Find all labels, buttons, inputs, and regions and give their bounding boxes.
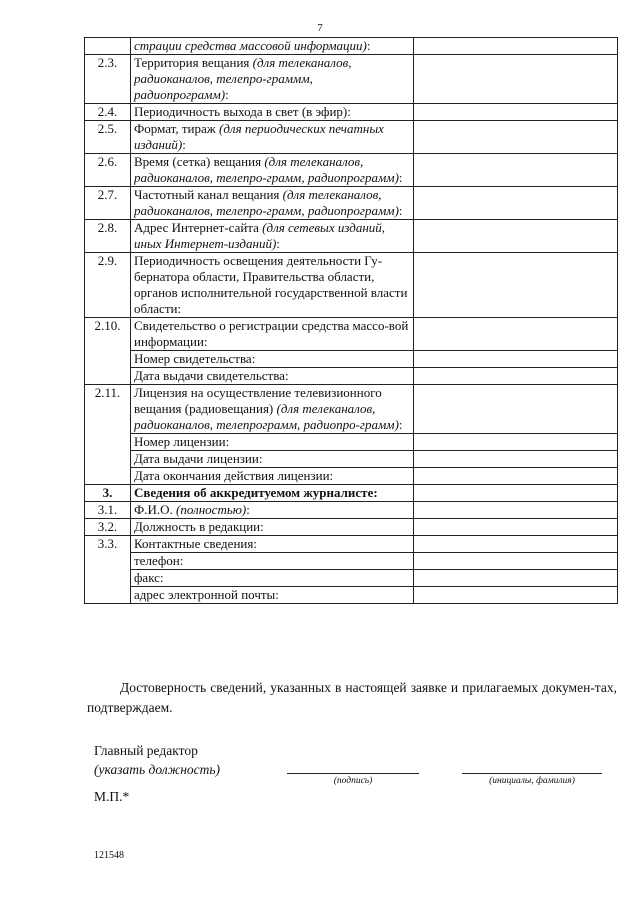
item-number: 3.3. [85,536,131,604]
section-title: Сведения об аккредитуемом журналисте: [131,485,414,502]
table-row [85,318,618,351]
desc-fragment: : [398,417,403,432]
item-description [131,55,414,104]
value-field[interactable] [414,318,618,351]
value-field[interactable] [414,451,618,468]
value-field[interactable] [414,570,618,587]
editor-position-note: (указать должность) [94,762,221,777]
value-field[interactable] [414,536,618,553]
item-description [131,502,414,519]
table-row [85,154,618,187]
name-caption: (инициалы, фамилия) [489,776,575,786]
item-description [131,121,414,154]
table-row [85,351,618,368]
desc-fragment: Адрес Интернет-сайта [134,220,263,235]
value-field[interactable] [414,385,618,434]
value-field[interactable] [414,154,618,187]
value-field[interactable] [414,519,618,536]
desc-fragment: Периодичность выхода в свет (в эфир): [134,104,351,119]
value-field[interactable] [414,434,618,451]
desc-fragment: Частотный канал вещания [134,187,283,202]
item-description [131,154,414,187]
value-field[interactable] [414,485,618,502]
item-description [131,220,414,253]
item-description: Свидетельство о регистрации средства массо-вой информации: [131,318,414,351]
table-row [85,38,618,55]
desc-fragment: : [225,87,229,102]
desc-fragment: : [366,38,371,53]
table-row [85,434,618,451]
desc-fragment: : [398,203,403,218]
value-field[interactable] [414,368,618,385]
value-field[interactable] [414,55,618,104]
value-field[interactable] [414,587,618,604]
table-row [85,587,618,604]
item-description [131,38,414,55]
desc-fragment: (для телеканалов, радиоканалов, телепро-грамм, радиопрограмм) [134,187,399,218]
item-number: 2.11. [85,385,131,485]
table-row [85,55,618,104]
sub-item-label: Номер свидетельства: [131,351,414,368]
item-number [85,38,131,55]
desc-fragment: Время (сетка) вещания [134,154,265,169]
item-number: 2.7. [85,187,131,220]
desc-fragment: : [398,170,403,185]
sub-item-label: Дата окончания действия лицензии: [131,468,414,485]
desc-fragment: Территория вещания [134,55,253,70]
desc-fragment: : [246,502,250,517]
page-number: 7 [317,22,323,34]
section-number: 3. [85,485,131,502]
item-description [131,385,414,434]
item-number: 2.6. [85,154,131,187]
seal-mark: М.П.* [94,789,130,804]
table-row [85,536,618,553]
desc-fragment: страции средства массовой информации) [134,38,367,53]
table-row [85,121,618,154]
desc-fragment: (для периодических печатных изданий) [134,121,384,152]
desc-fragment: Ф.И.О. [134,502,177,517]
table-row [85,468,618,485]
desc-fragment: Лицензия на осуществление телевизионного вещания (радиовещания) [134,385,382,416]
table-row [85,570,618,587]
value-field[interactable] [414,553,618,570]
desc-fragment: Периодичность освещения деятельности Гу-бернатора области, Правительства области, органов исполнительной государственной власти области: [134,253,408,316]
section-header-row [85,485,618,502]
desc-fragment: Формат, тираж [134,121,219,136]
value-field[interactable] [414,220,618,253]
item-number: 3.2. [85,519,131,536]
item-number: 2.9. [85,253,131,318]
value-field[interactable] [414,351,618,368]
value-field[interactable] [414,468,618,485]
item-number: 2.3. [85,55,131,104]
attestation-text: Достоверность сведений, указанных в настоящей заявке и прилагаемых докумен-тах, подтверждаем. [87,680,617,715]
table-row [85,253,618,318]
value-field[interactable] [414,104,618,121]
item-number: 2.5. [85,121,131,154]
desc-fragment: : [182,137,186,152]
table-row [85,104,618,121]
desc-fragment: : [276,236,280,251]
table-row [85,451,618,468]
item-description: Контактные сведения: [131,536,414,553]
item-number: 2.10. [85,318,131,385]
sub-item-label: адрес электронной почты: [131,587,414,604]
editor-block [94,741,220,779]
name-line [462,773,602,774]
document-code: 121548 [94,850,124,861]
item-number: 2.4. [85,104,131,121]
value-field[interactable] [414,502,618,519]
table-row [85,385,618,434]
signature-caption: (подпись) [333,776,373,786]
item-description: Должность в редакции: [131,519,414,536]
table-row [85,519,618,536]
value-field[interactable] [414,121,618,154]
desc-fragment: (для сетевых изданий, иных Интернет-изданий) [134,220,386,251]
item-description [131,104,414,121]
value-field[interactable] [414,38,618,55]
sub-item-label: факс: [131,570,414,587]
table-row [85,220,618,253]
desc-fragment: (для телеканалов, радиоканалов, телепро-грамм, радиопрограмм) [134,154,399,185]
item-number: 2.8. [85,220,131,253]
desc-fragment: (для телеканалов, радиоканалов, телепрограмм, радиопро-грамм) [134,401,399,432]
table-row [85,368,618,385]
sub-item-label: Дата выдачи свидетельства: [131,368,414,385]
editor-title: Главный редактор [94,743,198,758]
item-number: 3.1. [85,502,131,519]
sub-item-label: Дата выдачи лицензии: [131,451,414,468]
signature-line [287,773,419,774]
item-description [131,253,414,318]
item-description [131,187,414,220]
table-row [85,502,618,519]
desc-fragment: (для телеканалов, радиоканалов, телепро-граммм, радиопрограмм) [134,55,352,102]
sub-item-label: телефон: [131,553,414,570]
application-form-table [84,37,618,604]
table-row [85,187,618,220]
sub-item-label: Номер лицензии: [131,434,414,451]
desc-fragment: (полностью) [176,502,247,517]
value-field[interactable] [414,253,618,318]
value-field[interactable] [414,187,618,220]
table-row [85,553,618,570]
